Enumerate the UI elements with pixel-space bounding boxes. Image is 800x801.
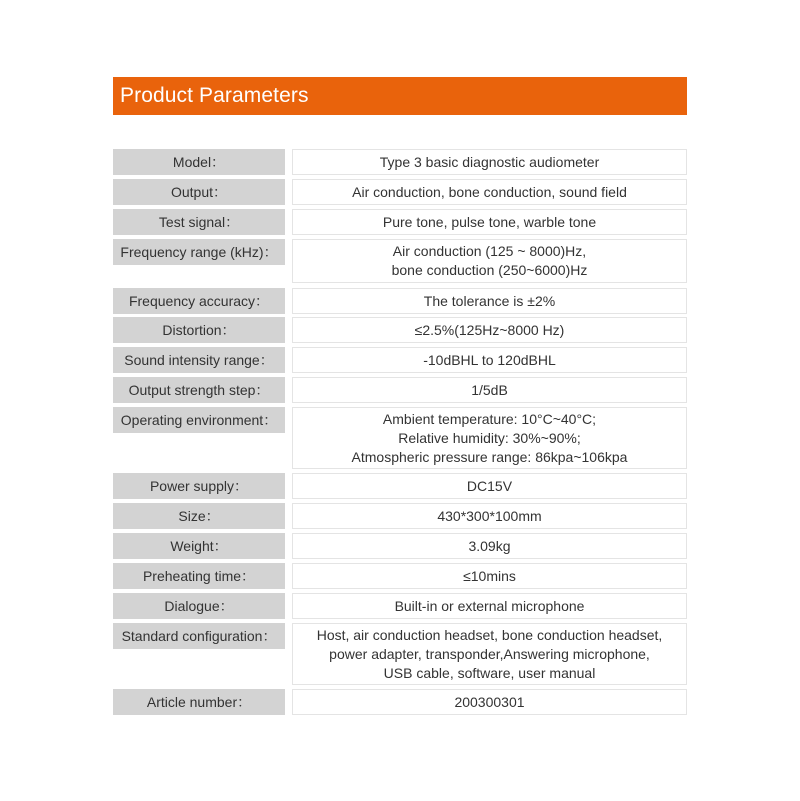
param-label: Dialogue： xyxy=(113,593,285,619)
param-value xyxy=(292,623,687,685)
param-label: Output： xyxy=(113,179,285,205)
param-label: Sound intensity range： xyxy=(113,347,285,373)
param-label: Frequency range (kHz)： xyxy=(113,239,285,265)
param-label: Power supply： xyxy=(113,473,285,499)
param-label: Weight： xyxy=(113,533,285,559)
param-label: Article number： xyxy=(113,689,285,715)
param-value xyxy=(292,317,687,343)
param-value-line: 1/5dB xyxy=(471,381,508,398)
param-value-line: USB cable, software, user manual xyxy=(383,664,596,681)
param-value-line: Ambient temperature: 10°C~40°C; xyxy=(382,410,597,427)
param-value xyxy=(292,209,687,235)
param-label: Model： xyxy=(113,149,285,175)
param-value-line: 430*300*100mm xyxy=(437,507,542,524)
param-value xyxy=(292,288,687,314)
param-label: Standard configuration： xyxy=(113,623,285,649)
param-value-line: The tolerance is ±2% xyxy=(423,292,556,309)
param-value xyxy=(292,503,687,529)
param-value xyxy=(292,179,687,205)
param-value xyxy=(292,689,687,715)
param-value-line: Host, air conduction headset, bone conduction headset, xyxy=(316,626,663,643)
param-value-line: Relative humidity: 30%~90%; xyxy=(398,429,581,446)
param-value xyxy=(292,593,687,619)
param-value-line: -10dBHL to 120dBHL xyxy=(423,351,556,368)
page-title: Product Parameters xyxy=(120,84,309,107)
param-value xyxy=(292,473,687,499)
param-label: Test signal： xyxy=(113,209,285,235)
param-value xyxy=(292,347,687,373)
param-label: Frequency accuracy： xyxy=(113,288,285,314)
param-value-line: Type 3 basic diagnostic audiometer xyxy=(379,153,600,170)
param-value-line: bone conduction (250~6000)Hz xyxy=(391,262,588,278)
param-value-line: 200300301 xyxy=(454,693,525,710)
param-value xyxy=(292,407,687,469)
param-label: Preheating time： xyxy=(113,563,285,589)
param-value-line: Air conduction, bone conduction, sound field xyxy=(352,183,627,200)
param-value-line: power adapter, transponder,Answering microphone, xyxy=(329,645,650,662)
param-value xyxy=(292,533,687,559)
param-label: Size： xyxy=(113,503,285,529)
param-value-line: Pure tone, pulse tone, warble tone xyxy=(382,213,597,230)
section-header xyxy=(113,77,687,115)
param-value xyxy=(292,377,687,403)
param-label: Distortion： xyxy=(113,317,285,343)
param-value-line: 3.09kg xyxy=(468,537,511,554)
param-value xyxy=(292,239,687,283)
param-value xyxy=(292,149,687,175)
param-value xyxy=(292,563,687,589)
param-value-line: Built-in or external microphone xyxy=(394,597,585,614)
param-value-line: ≤10mins xyxy=(463,567,516,584)
param-value-line: DC15V xyxy=(466,477,513,494)
param-label: Output strength step： xyxy=(113,377,285,403)
param-value-line: Atmospheric pressure range: 86kpa~106kpa xyxy=(351,448,628,465)
param-value-line: Air conduction (125 ~ 8000)Hz, xyxy=(392,243,587,259)
param-label: Operating environment： xyxy=(113,407,285,433)
param-value-line: ≤2.5%(125Hz~8000 Hz) xyxy=(414,321,565,338)
